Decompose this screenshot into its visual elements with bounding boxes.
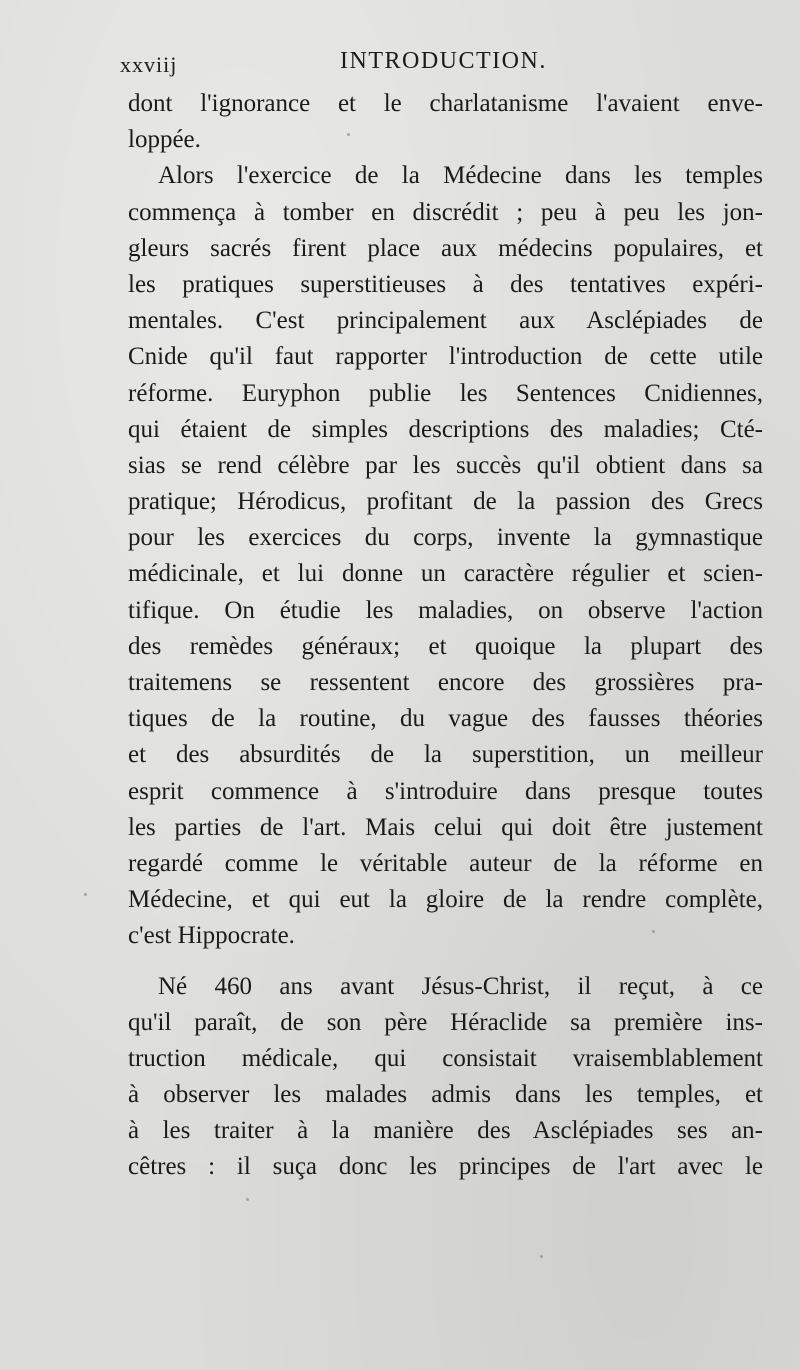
text-line: commença à tomber en discrédit ; peu à peu les jon-	[128, 198, 763, 226]
text-line: réforme. Euryphon publie les Sentences Cnidiennes,	[128, 379, 763, 407]
text-line: à observer les malades admis dans les temples, et	[128, 1081, 763, 1109]
text-line: et des absurdités de la superstition, un meilleur	[128, 741, 763, 769]
text-line: mentales. C'est principalement aux Asclépiades de	[128, 307, 763, 335]
page-number: xxviij	[120, 52, 178, 77]
text-line: des remèdes généraux; et quoique la plupart des	[128, 632, 763, 660]
text-line: regardé comme le véritable auteur de la réforme en	[128, 849, 763, 877]
text-line: qu'il paraît, de son père Héraclide sa première ins-	[128, 1008, 763, 1036]
body-text	[128, 86, 763, 1186]
text-line: Cnide qu'il faut rapporter l'introduction de cette utile	[128, 343, 763, 371]
text-line: dont l'ignorance et le charlatanisme l'avaient enve-	[128, 90, 763, 117]
paragraph	[128, 86, 763, 158]
text-line: à les traiter à la manière des Asclépiades ses an-	[128, 1117, 763, 1145]
paper-speck	[246, 1198, 249, 1201]
text-line: Médecine, et qui eut la gloire de la rendre complète,	[128, 886, 763, 914]
paragraph	[128, 969, 763, 1186]
paper-speck	[652, 930, 655, 933]
text-line: tiques de la routine, du vague des fausses théories	[128, 705, 763, 733]
text-line: sias se rend célèbre par les succès qu'il obtient dans sa	[128, 451, 763, 479]
paragraph	[128, 158, 763, 954]
text-line: les pratiques superstitieuses à des tentatives expéri-	[128, 270, 763, 298]
paper-speck	[84, 893, 87, 896]
page-header	[120, 48, 770, 84]
text-line: esprit commence à s'introduire dans presque toutes	[128, 777, 763, 805]
text-line: tifique. On étudie les maladies, on observe l'action	[128, 596, 763, 624]
running-title: INTRODUCTION.	[340, 48, 547, 74]
text-line: loppée.	[128, 126, 201, 154]
text-line: gleurs sacrés firent place aux médecins populaires, et	[128, 234, 763, 262]
text-line: les parties de l'art. Mais celui qui doit être justement	[128, 813, 763, 841]
text-line: cêtres : il suça donc les principes de l'art avec le	[128, 1153, 763, 1181]
text-line: Alors l'exercice de la Médecine dans les temples	[158, 162, 763, 190]
text-line: truction médicale, qui consistait vraisemblablement	[128, 1044, 763, 1072]
text-line: pour les exercices du corps, invente la gymnastique	[128, 524, 763, 552]
paper-speck	[347, 133, 350, 136]
text-line: qui étaient de simples descriptions des maladies; Cté-	[128, 415, 763, 443]
text-line: c'est Hippocrate.	[128, 922, 295, 950]
text-line: pratique; Hérodicus, profitant de la passion des Grecs	[128, 488, 763, 516]
text-line: traitemens se ressentent encore des grossières pra-	[128, 669, 763, 696]
paper-speck	[540, 1255, 543, 1258]
paragraph-gap	[128, 955, 763, 969]
text-line: Né 460 ans avant Jésus-Christ, il reçut, à ce	[158, 972, 763, 1000]
text-line: médicinale, et lui donne un caractère régulier et scien-	[128, 560, 763, 588]
